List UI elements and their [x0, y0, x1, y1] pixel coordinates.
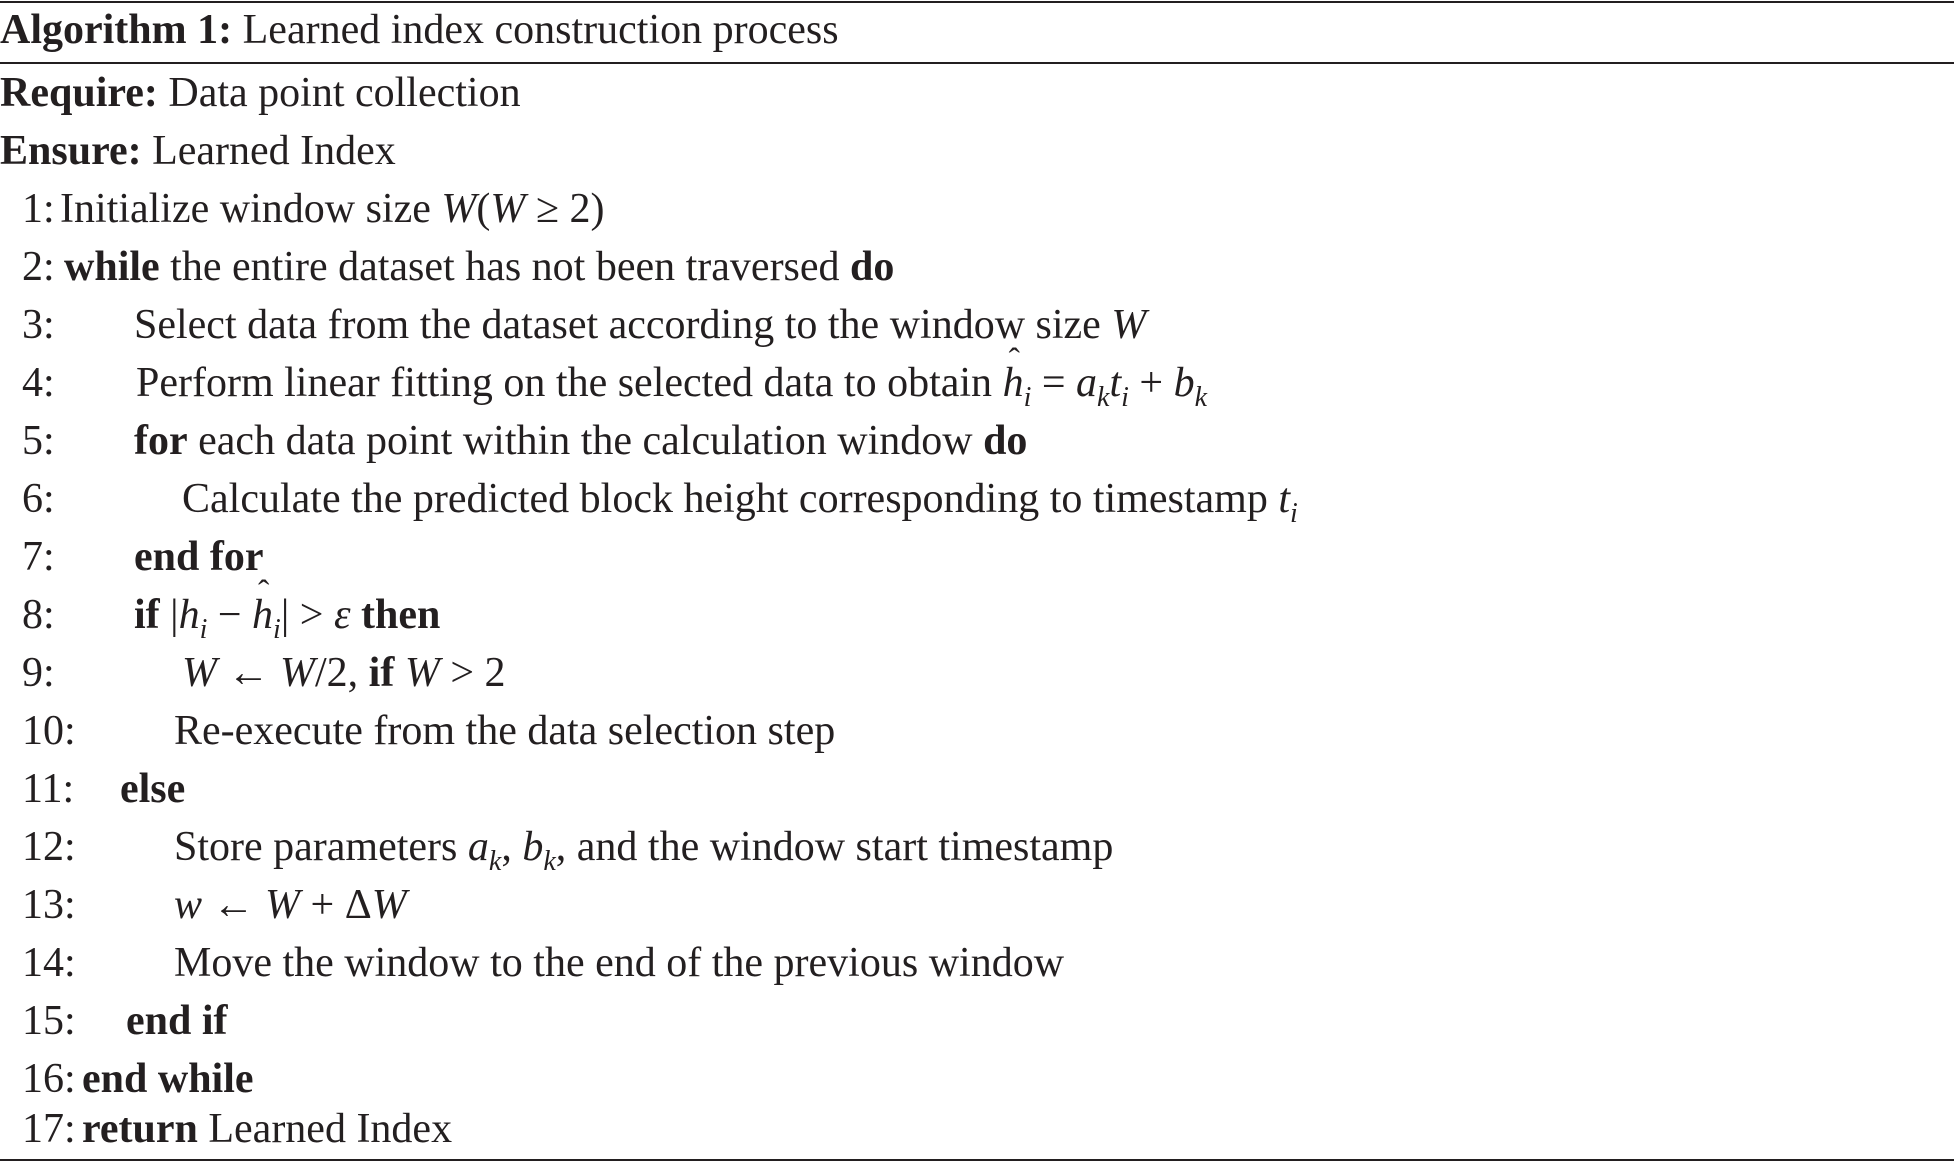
- line-text: Move the window to the end of the previous window: [174, 940, 1065, 986]
- ensure-text: Learned Index: [152, 128, 396, 174]
- line-text-continued: , and the window start timestamp: [555, 824, 1114, 870]
- bottom-rule: [0, 1159, 1954, 1161]
- keyword-while: while: [64, 244, 160, 290]
- line-text: Select data from the dataset according to the window size: [134, 302, 1101, 348]
- ensure-label: Ensure:: [0, 128, 142, 174]
- algorithm-label: Algorithm 1:: [0, 7, 233, 53]
- line-number: 2:: [22, 244, 55, 290]
- line-text: Initialize window size: [60, 186, 431, 232]
- keyword-end-if: end if: [126, 998, 228, 1044]
- keyword-for: for: [134, 418, 188, 464]
- line-text: the entire dataset has not been traversed: [170, 244, 840, 290]
- keyword-if: if: [134, 592, 160, 638]
- line-number: 7:: [22, 534, 55, 580]
- line-number: 11:: [22, 766, 75, 812]
- math-expression: ˆ $h_i = a_kt_i + b_k$: [1003, 360, 1207, 406]
- math-expression: $a_k$, $b_k$: [467, 824, 556, 877]
- line-number: 5:: [22, 418, 55, 464]
- line-number: 14:: [22, 940, 76, 986]
- math-expression: W ← W/2,: [182, 650, 359, 696]
- line-number: 1:: [22, 186, 55, 232]
- math-expression: W: [441, 186, 477, 232]
- require-label: Require:: [0, 70, 158, 116]
- keyword-return: return: [82, 1106, 198, 1152]
- line-number: 4:: [22, 360, 55, 406]
- math-expression: W > 2: [404, 650, 506, 696]
- keyword-if: if: [368, 650, 395, 696]
- line-text: Learned Index: [208, 1106, 453, 1152]
- keyword-do: do: [850, 244, 895, 290]
- line-text: each data point within the calculation window: [198, 418, 973, 464]
- line-number: 13:: [22, 882, 76, 928]
- line-number: 16:: [22, 1056, 76, 1102]
- math-expression: W: [1111, 302, 1147, 348]
- algorithm-block: Algorithm 1: Learned index construction process Require: Data point collection Ensure: Learned Index 1: Initialize window size W(W ≥ 2) 2: while the entire dataset has not been traversed do 3: Select data from the dataset according to the window size W 4: Perform linear fitting on the selected data to obtain ˆ $h_i = a_kt_i + b_k$ 5: for each data point within the calculation window do 6: Calculate the predicted block height corresponding to timestamp $t_i$ 7: end for 8: if $|h_i$ − ˆ $h_i| > \varepsilon$ then 9: W ← W/2, if W > 2 10: Re-execute from the data selection step 11: else 12: Store parameters $a_k$, $b_k$, and the window start timestamp 13: w ← W + ΔW 14: Move the window to the end of the previous window 15: end if 16: end while 17: return Learned Index: [0, 0, 1954, 1162]
- line-number: 3:: [22, 302, 55, 348]
- line-text: Store parameters: [174, 824, 458, 870]
- line-number: 17:: [22, 1106, 76, 1152]
- line-number: 9:: [22, 650, 55, 696]
- require-text: Data point collection: [168, 70, 521, 116]
- keyword-then: then: [361, 592, 441, 638]
- line-number: 15:: [22, 998, 76, 1044]
- line-number: 8:: [22, 592, 55, 638]
- line-text: Calculate the predicted block height corresponding to timestamp: [182, 476, 1268, 522]
- line-text: Re-execute from the data selection step: [174, 708, 836, 754]
- keyword-end-while: end while: [82, 1056, 254, 1102]
- line-text: Perform linear fitting on the selected data to obtain: [136, 360, 993, 406]
- math-expression: w ← W + ΔW: [174, 882, 407, 928]
- line-number: 12:: [22, 824, 76, 870]
- algorithm-title: Learned index construction process: [242, 7, 839, 53]
- line-number: 10:: [22, 708, 76, 754]
- math-expression: $|h_i$ − ˆ $h_i| > \varepsilon$: [170, 592, 350, 638]
- keyword-else: else: [120, 766, 186, 812]
- keyword-end-for: end for: [134, 534, 264, 580]
- math-expression: $t_i$: [1278, 476, 1298, 529]
- line-number: 6:: [22, 476, 55, 522]
- keyword-do: do: [983, 418, 1028, 464]
